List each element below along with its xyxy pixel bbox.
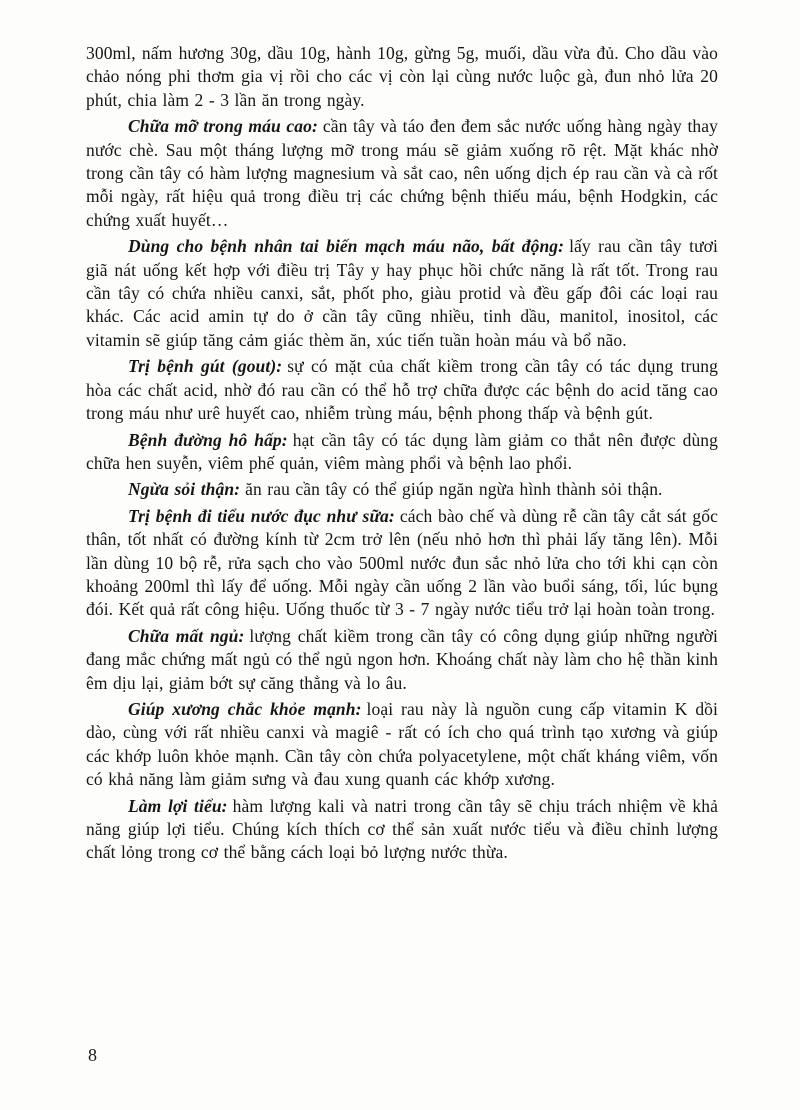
paragraph bbox=[86, 429, 718, 476]
paragraph-lead: Giúp xương chắc khỏe mạnh: bbox=[128, 698, 362, 719]
paragraph bbox=[86, 625, 718, 695]
paragraph bbox=[86, 42, 718, 112]
paragraph-text: sự có mặt của chất kiềm trong cần tây có tác dụng trung hòa các chất acid, nhờ đó rau cần có thể hỗ trợ chữa được các bệnh do acid tăng cao trong máu như urê huyết cao, nhiễm trùng máu, bệnh phong thấp và bệnh gút. bbox=[86, 356, 719, 424]
paragraph bbox=[86, 698, 718, 792]
paragraph-text: hàm lượng kali và natri trong cần tây sẽ chịu trách nhiệm về khả năng giúp lợi tiểu. Chúng kích thích cơ thể sản xuất nước tiểu và điều chỉnh lượng chất lỏng trong cơ thể bằng cách loại bỏ lượng nước thừa. bbox=[86, 795, 718, 863]
paragraph bbox=[86, 505, 718, 622]
paragraph-lead: Trị bệnh gút (gout): bbox=[128, 356, 283, 377]
paragraph-lead: Chữa mất ngủ: bbox=[128, 625, 245, 646]
paragraph bbox=[86, 355, 718, 425]
paragraph bbox=[86, 115, 718, 232]
paragraph bbox=[86, 478, 718, 501]
paragraph-text: cần tây và táo đen đem sắc nước uống hàng ngày thay nước chè. Sau một tháng lượng mỡ trong máu sẽ giảm xuống rõ rệt. Mặt khác nhờ trong cần tây có hàm lượng magnesium và sắt cao, nên uống dịch ép rau cần và cà rốt mỗi ngày, rất hiệu quả trong điều trị các chứng bệnh thiếu máu, bệnh Hodgkin, các chứng xuất huyết… bbox=[86, 116, 719, 230]
paragraph-text: 300ml, nấm hương 30g, dầu 10g, hành 10g, gừng 5g, muối, dầu vừa đủ. Cho dầu vào chảo nóng phi thơm gia vị rồi cho các vị còn lại cùng nước luộc gà, đun nhỏ lửa 20 phút, chia làm 2 - 3 lần ăn trong ngày. bbox=[86, 43, 718, 110]
paragraph-text: hạt cần tây có tác dụng làm giảm co thắt nên được dùng chữa hen suyễn, viêm phế quản, viêm màng phổi và bệnh lao phổi. bbox=[86, 429, 719, 473]
paragraph bbox=[86, 235, 718, 352]
paragraph-lead: Bệnh đường hô hấp: bbox=[128, 429, 288, 450]
paragraph bbox=[86, 795, 718, 865]
paragraph-text: lượng chất kiềm trong cần tây có công dụng giúp những người đang mắc chứng mất ngủ có thể ngủ ngon hơn. Khoáng chất này làm cho hệ thần kinh êm dịu lại, giảm bớt sự căng thẳng và lo âu. bbox=[86, 625, 718, 693]
paragraph-lead: Ngừa sỏi thận: bbox=[128, 479, 241, 500]
paragraph-lead: Làm lợi tiểu: bbox=[128, 795, 228, 816]
paragraph-lead: Dùng cho bệnh nhân tai biến mạch máu não, bất động: bbox=[128, 236, 565, 257]
paragraph-text: ăn rau cần tây có thể giúp ngăn ngừa hình thành sỏi thận. bbox=[245, 479, 663, 500]
page-number: 8 bbox=[88, 1045, 97, 1065]
paragraph-text: cách bào chế và dùng rễ cần tây cắt sát gốc thân, tốt nhất có đường kính từ 2cm trở lên (nếu nhỏ hơn thì phải lấy tăng lên). Mỗi lần dùng 10 bộ rễ, rửa sạch cho vào 500ml nước đun sắc nhỏ lửa cho tới khi cạn còn khoảng 200ml thì lấy để uống. Mỗi ngày cần uống 2 lần vào buổi sáng, tối, lúc bụng đói. Kết quả rất công hiệu. Uống thuốc từ 3 - 7 ngày nước tiểu trở lại hoàn toàn trong. bbox=[86, 505, 718, 620]
paragraph-lead: Chữa mỡ trong máu cao: bbox=[128, 116, 318, 137]
paragraph-text: lấy rau cần tây tươi giã nát uống kết hợp với điều trị Tây y hay phục hồi chức năng là rất tốt. Trong rau cần tây có chứa nhiều canxi, sắt, phốt pho, giàu protid và đều gấp đôi các loại rau khác. Các acid amin tự do ở cần tây cũng nhiều, tinh dầu, manitol, inositol, các vitamin sẽ giúp tăng cảm giác thèm ăn, xúc tiến tuần hoàn máu và bổ não. bbox=[86, 236, 718, 350]
body-text bbox=[86, 42, 718, 865]
paragraph-lead: Trị bệnh đi tiểu nước đục như sữa: bbox=[128, 505, 395, 526]
paragraph-text: loại rau này là nguồn cung cấp vitamin K dồi dào, cùng với rất nhiều canxi và magiê - rất có ích cho quá trình tạo xương và giúp các khớp luôn khỏe mạnh. Cần tây còn chứa polyacetylene, một chất kháng viêm, vốn có khả năng làm giảm sưng và đau xung quanh các khớp xương. bbox=[86, 698, 718, 790]
